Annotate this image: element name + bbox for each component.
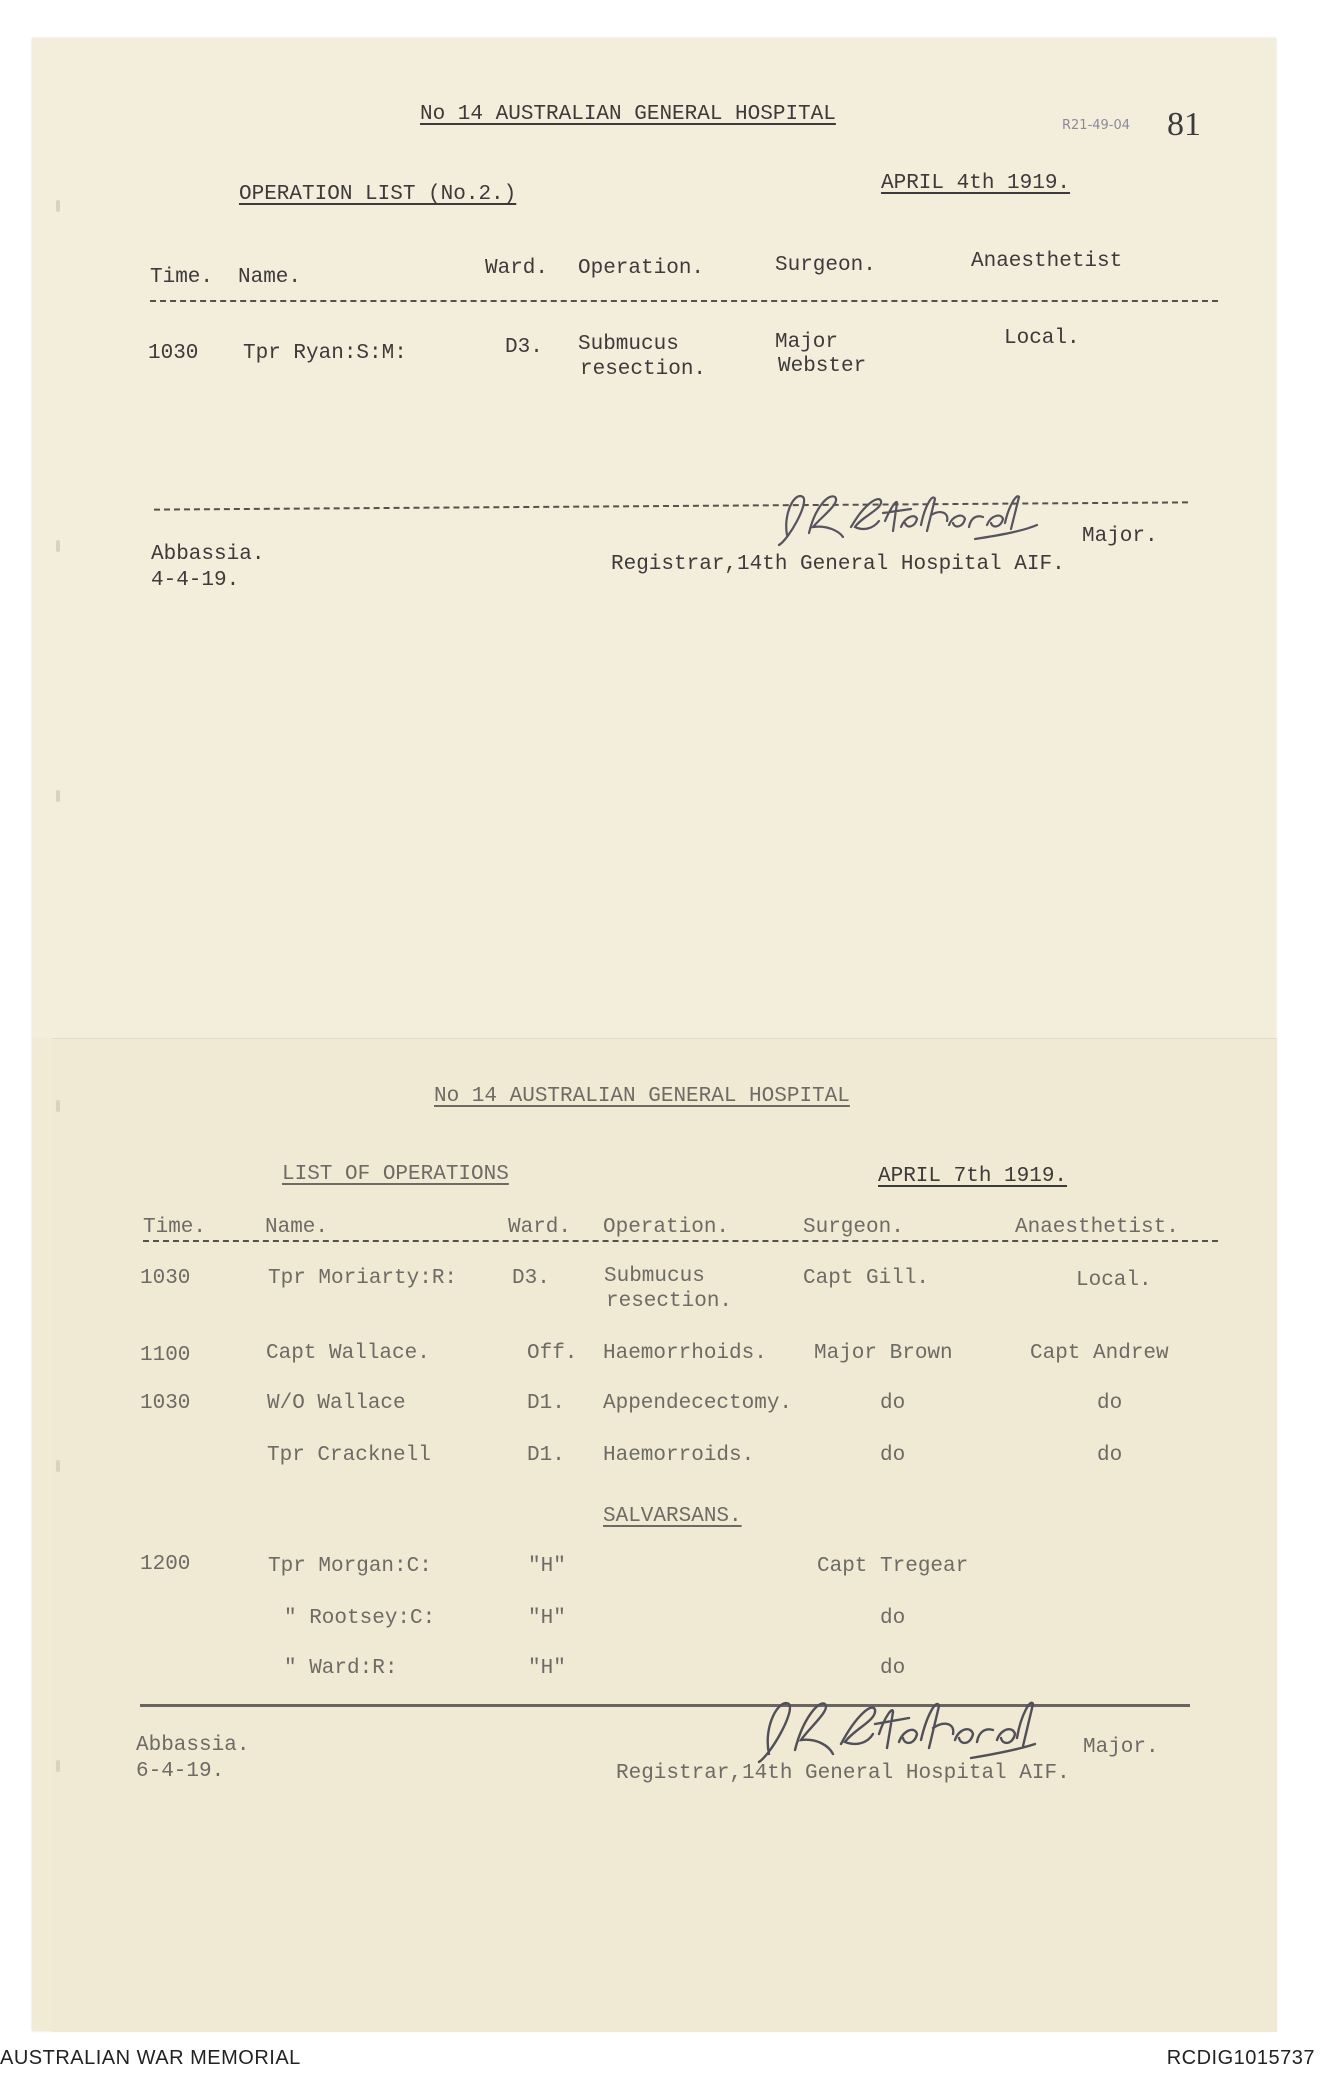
doc2-registrar: Registrar,14th General Hospital AIF. [616, 1762, 1070, 1785]
row-time: 1030 [148, 342, 199, 365]
doc1-header-rule [150, 300, 1218, 302]
punch-mark [56, 1760, 60, 1772]
row-name: " Ward:R: [284, 1657, 398, 1680]
row-surgeon: Major Brown [814, 1342, 953, 1365]
doc1-date: APRIL 4th 1919. [881, 172, 1071, 195]
doc1-header-surgeon: Surgeon. [775, 254, 876, 277]
archive-ink-mark: R21-49-04 [1062, 118, 1131, 133]
punch-mark [56, 1460, 60, 1472]
doc2-date: APRIL 7th 1919. [878, 1165, 1068, 1188]
footer-item-id: RCDIG1015737 [1166, 2047, 1315, 2069]
row-ward: D3. [512, 1267, 550, 1290]
doc2-header-anaesthetist: Anaesthetist. [1015, 1216, 1179, 1239]
row-time: 1030 [140, 1392, 191, 1415]
row-ward: "H" [528, 1607, 566, 1630]
doc2-header-time: Time. [143, 1216, 207, 1239]
row-operation-line2: resection. [580, 358, 707, 381]
punch-mark [56, 790, 60, 802]
footer-institution: AUSTRALIAN WAR MEMORIAL [0, 2047, 301, 2069]
row-operation-line1: Haemorrhoids. [603, 1342, 767, 1365]
row-ward: D1. [527, 1444, 565, 1467]
doc1-place: Abbassia. [151, 543, 265, 566]
doc1-header-anaesthetist: Anaesthetist [971, 250, 1123, 273]
row-name: Tpr Moriarty:R: [268, 1267, 458, 1290]
folio-number: 81 [1167, 106, 1201, 143]
doc1-signature [765, 487, 1045, 553]
doc2-header-rule [143, 1240, 1218, 1242]
row-name: Capt Wallace. [266, 1342, 430, 1365]
row-name: Tpr Cracknell [267, 1444, 431, 1467]
row-name: W/O Wallace [267, 1392, 406, 1415]
list-of-operations-sheet [52, 1038, 1277, 2032]
row-operation-line1: Haemorroids. [603, 1444, 755, 1467]
row-ward: Off. [527, 1342, 578, 1365]
punch-mark [56, 1100, 60, 1112]
row-operation-line1: Submucus [604, 1265, 705, 1288]
punch-mark [56, 200, 60, 212]
row-surgeon-line1: Major [775, 331, 839, 354]
doc2-header-operation: Operation. [603, 1216, 730, 1239]
doc2-salvarsans-heading: SALVARSANS. [603, 1505, 742, 1528]
row-anaesthetist: Capt Andrew [1030, 1342, 1169, 1365]
doc2-signature [745, 1692, 1045, 1772]
doc2-hospital-title: No 14 AUSTRALIAN GENERAL HOSPITAL [434, 1085, 850, 1108]
row-time: 1100 [140, 1344, 191, 1367]
doc1-header-time: Time. [150, 266, 214, 289]
doc1-hospital-title: No 14 AUSTRALIAN GENERAL HOSPITAL [420, 103, 836, 126]
doc2-header-name: Name. [265, 1216, 329, 1239]
doc2-header-ward: Ward. [508, 1216, 572, 1239]
doc1-rank: Major. [1082, 525, 1158, 548]
row-time: 1030 [140, 1267, 191, 1290]
doc1-registrar: Registrar,14th General Hospital AIF. [611, 553, 1065, 576]
row-operation-line2: resection. [606, 1290, 733, 1313]
doc1-header-operation: Operation. [578, 257, 705, 280]
doc2-rank: Major. [1083, 1736, 1159, 1759]
row-name: Tpr Ryan:S:M: [243, 342, 407, 365]
row-anaesthetist: do [1097, 1392, 1123, 1415]
doc2-place: Abbassia. [136, 1734, 250, 1757]
row-ward: D1. [527, 1392, 565, 1415]
doc2-list-title: LIST OF OPERATIONS [282, 1163, 509, 1186]
doc1-place-date: 4-4-19. [151, 569, 240, 592]
row-name: " Rootsey:C: [284, 1607, 436, 1630]
punch-mark [56, 540, 60, 552]
row-operation-line1: Submucus [578, 333, 679, 356]
row-surgeon: do [880, 1607, 906, 1630]
row-surgeon: Capt Tregear [817, 1555, 969, 1578]
row-ward: "H" [528, 1555, 566, 1578]
row-operation-line1: Appendecectomy. [603, 1392, 793, 1415]
doc1-header-name: Name. [238, 266, 302, 289]
row-ward: D3. [505, 336, 543, 359]
doc1-list-title: OPERATION LIST (No.2.) [239, 183, 517, 206]
row-surgeon-line2: Webster [778, 355, 867, 378]
doc2-header-surgeon: Surgeon. [803, 1216, 904, 1239]
row-anaesthetist: Local. [1004, 327, 1080, 350]
row-surgeon: do [880, 1444, 906, 1467]
row-time: 1200 [140, 1553, 191, 1576]
doc1-header-ward: Ward. [485, 257, 549, 280]
row-surgeon: do [880, 1657, 906, 1680]
row-name: Tpr Morgan:C: [268, 1555, 432, 1578]
doc2-place-date: 6-4-19. [136, 1760, 225, 1783]
row-surgeon: Capt Gill. [803, 1267, 930, 1290]
row-anaesthetist: Local. [1076, 1269, 1152, 1292]
row-ward: "H" [528, 1657, 566, 1680]
row-anaesthetist: do [1097, 1444, 1123, 1467]
row-surgeon: do [880, 1392, 906, 1415]
